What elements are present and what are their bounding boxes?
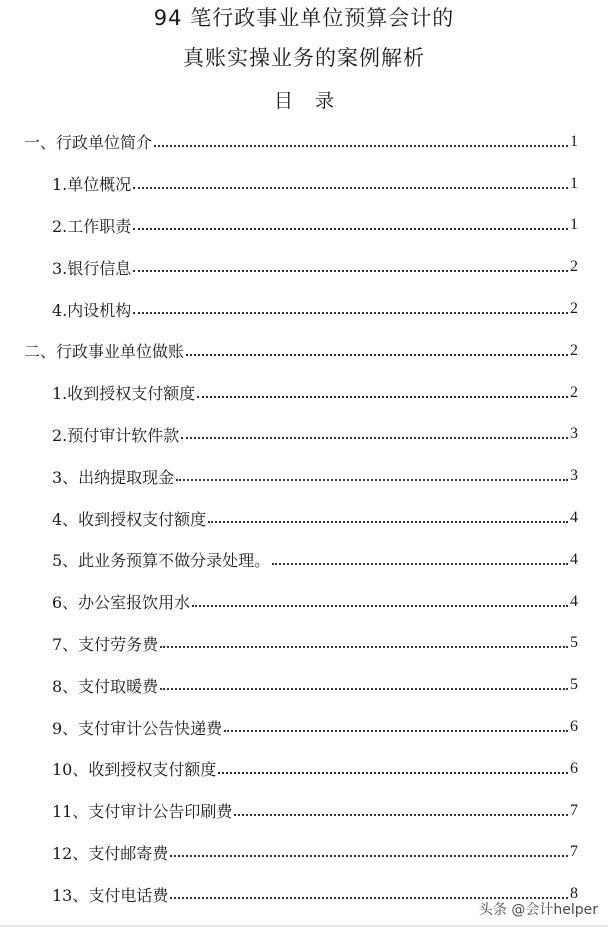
toc-dot-leader [234, 814, 568, 816]
toc-entry[interactable] [0, 790, 608, 832]
toc-entry[interactable] [0, 497, 608, 539]
toc-entry-text: 1.收到授权支付额度 [52, 384, 196, 404]
toc-entry[interactable] [0, 623, 608, 665]
toc-entry-text: 9、支付审计公告快递费 [52, 718, 223, 738]
toc-page-number: 3 [570, 467, 578, 485]
toc-heading: 目录 [273, 90, 356, 112]
toc-dot-leader [186, 354, 568, 356]
toc-entry[interactable] [0, 706, 608, 748]
toc-entry-text: 一、行政单位简介 [24, 133, 153, 153]
toc-entry[interactable] [0, 330, 608, 372]
toc-entry[interactable] [0, 748, 608, 790]
toc-dot-leader [208, 521, 568, 523]
toc-entry-text: 5、此业务预算不做分录处理。 [52, 551, 271, 571]
toc-entry[interactable] [0, 581, 608, 623]
toc-entry[interactable] [0, 664, 608, 706]
toc-page-number: 4 [570, 592, 578, 610]
toc-entry-text: 4.内设机构 [52, 300, 132, 320]
toc-page-number: 7 [570, 801, 578, 819]
toc-page-number: 1 [570, 216, 578, 234]
toc-entry[interactable] [0, 414, 608, 456]
toc-entry-text: 3、出纳提取现金 [52, 467, 175, 487]
toc-dot-leader [181, 437, 568, 439]
toc-entry-text: 2.工作职责 [52, 216, 132, 236]
toc-entry[interactable] [0, 372, 608, 414]
toc-page-number: 5 [570, 634, 578, 652]
toc-entry-text: 1.单位概况 [52, 175, 132, 195]
toc-dot-leader [218, 772, 568, 774]
toc-page-number: 8 [570, 885, 578, 903]
toc-entry-text: 7、支付劳务费 [52, 634, 159, 654]
toc-dot-leader [160, 646, 568, 648]
toc-dot-leader [272, 563, 568, 565]
toc-page-number: 2 [570, 258, 578, 276]
toc-entry[interactable] [0, 288, 608, 330]
toc-page-number: 6 [570, 759, 578, 777]
toc-page-number: 1 [570, 174, 578, 192]
toc-page-number: 3 [570, 425, 578, 443]
toc-entry-text: 11、支付审计公告印刷费 [52, 802, 233, 822]
toc-entry[interactable] [0, 163, 608, 205]
toc-page-number: 4 [570, 550, 578, 568]
toc-dot-leader [133, 228, 568, 230]
toc-entry-text: 6、办公室报饮用水 [52, 593, 191, 613]
toc-page-number: 6 [570, 718, 578, 736]
toc-entry-text: 10、收到授权支付额度 [52, 760, 217, 780]
toc-entry-text: 4、收到授权支付额度 [52, 509, 207, 529]
toc-entry[interactable] [0, 832, 608, 874]
toc-dot-leader [170, 855, 568, 857]
toc-dot-leader [192, 605, 568, 607]
toc-dot-leader [154, 145, 568, 147]
toc-page-number: 2 [570, 341, 578, 359]
toc-dot-leader [133, 312, 568, 314]
toc-dot-leader [224, 730, 568, 732]
document-title-line-1: 94 笔行政事业单位预算会计的 [153, 6, 455, 30]
toc-page-number: 2 [570, 383, 578, 401]
toc-dot-leader [160, 688, 568, 690]
toc-entry-text: 二、行政事业单位做账 [24, 342, 185, 362]
toc-entry-text: 12、支付邮寄费 [52, 843, 169, 863]
toc-page-number: 4 [570, 509, 578, 527]
toc-entry[interactable] [0, 246, 608, 288]
toc-page-number: 1 [570, 132, 578, 150]
toc-entry[interactable] [0, 539, 608, 581]
toc-entry[interactable] [0, 205, 608, 247]
toc-dot-leader [197, 396, 568, 398]
document-title-line-2: 真账实操业务的案例解析 [183, 46, 425, 70]
toc-entry-text: 2.预付审计软件款 [52, 425, 180, 445]
toc-entry-text: 13、支付电话费 [52, 885, 169, 905]
toc-page-number: 2 [570, 300, 578, 318]
toc-entry-text: 3.银行信息 [52, 258, 132, 278]
toc-page-number: 5 [570, 676, 578, 694]
table-of-contents [0, 121, 608, 915]
toc-dot-leader [133, 187, 568, 189]
toc-dot-leader [133, 270, 568, 272]
toc-entry-text: 8、支付取暖费 [52, 676, 159, 696]
watermark: 头条 @会计helper [478, 902, 598, 918]
toc-page-number: 7 [570, 843, 578, 861]
toc-dot-leader [176, 479, 568, 481]
toc-entry[interactable] [0, 121, 608, 163]
toc-entry[interactable] [0, 455, 608, 497]
